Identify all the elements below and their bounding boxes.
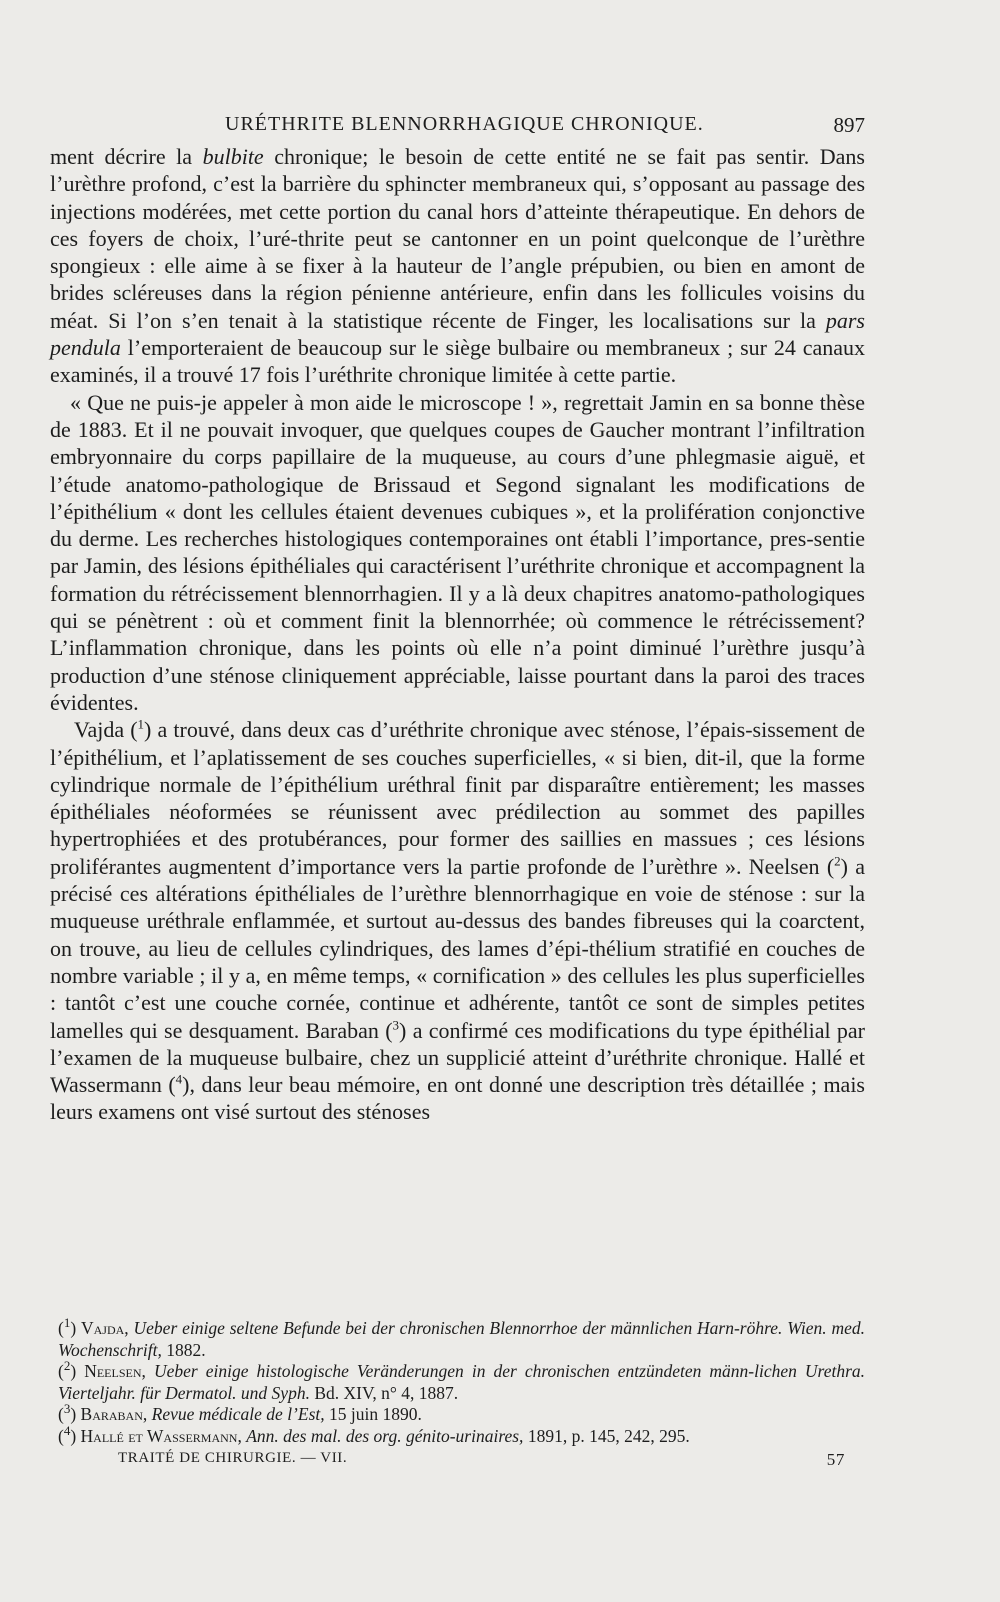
footnote-ref: 3	[392, 1017, 400, 1033]
paragraph-2: « Que ne puis-je appeler à mon aide le microscope ! », regrettait Jamin en sa bonne thèse de 1883. Et il ne pouvait invoquer, que quelques coupes de Gaucher montrant l’infiltration embryonnaire du corps papillaire de la muqueuse, au cours d’une phlegmasie aiguë, et l’étude anatomo-pathologique de Brissaud et Segond signalant les modifications de l’épithélium « dont les cellules étaient devenues cubiques », et la prolifération conjonctive du derme. Les recherches histologiques contemporaines ont établi l’importance, pres-sentie par Jamin, des lésions épithéliales qui caractérisent l’uréthrite chronique et accompagnent la formation du rétrécissement blennorrhagien. Il y a là deux chapitres anatomo-pathologiques qui se pénètrent : où et comment finit la blennorrhée; où commence le rétrécissement? L’inflammation chronique, dans les points où elle n’a point diminué l’urèthre jusqu’à production d’une sténose cliniquement appréciable, laisse pourtant dans la paroi des traces évidentes.	[50, 389, 865, 715]
signature-line	[118, 1450, 865, 1474]
paragraph-1	[50, 143, 865, 389]
footnote-mark: 2	[63, 1358, 71, 1374]
footnote-3: ($^3$) Baraban, Revue médicale de l’Est, 15 juin 1890.	[58, 1401, 422, 1424]
footnote-title: Revue médicale de l’Est,	[151, 1404, 325, 1424]
footnote-title: Ann. des mal. des org. génito-urinaires,	[246, 1425, 524, 1446]
signature-number: 57	[826, 1450, 845, 1469]
text-run: ), dans leur beau mémoire, en ont donné une description très détaillée ; mais leurs examens ont visé surtout des sténoses	[50, 1072, 865, 1125]
footnote-author: Vajda,	[81, 1318, 129, 1338]
text-run: ment décrire la	[50, 144, 203, 169]
footnote-4: ($^4$) Hallé et Wassermann, Ann. des mal. des org. génito-urinaires, 1891, p. 145, 242, 295.	[58, 1422, 690, 1446]
footnote-ref: 4	[175, 1071, 183, 1087]
footnote-ref: 2	[834, 853, 841, 869]
text-run: ) a précisé ces altérations épithéliales de l’urèthre blennorrhagique en voie de sténose : sur la muqueuse uréthrale enflammée, et surtout au-dessus des bandes fibreuses qui la coarctent, on trouve, au lieu de cellules cylindriques, des lames d’épi-thélium stratifié en couches de nombre variable ; il y a, en même temps, « cornification » des cellules les plus superficielles : tantôt c’est une couche cornée, continue et adhérente, tantôt ce sont de simples petites lamelles qui se desquament. Baraban (	[50, 853, 865, 1043]
italic-term: pars pendula	[50, 307, 865, 361]
running-title: URÉTHRITE BLENNORRHAGIQUE CHRONIQUE.	[225, 113, 704, 135]
footnote-detail: Bd. XIV, n° 4, 1887.	[309, 1382, 459, 1403]
running-head	[50, 113, 865, 143]
footnote-ref: 1	[137, 716, 145, 732]
footnote-detail: 15 juin 1890.	[324, 1404, 422, 1424]
italic-term: bulbite	[202, 144, 264, 169]
footnote-1: ($^1$) Vajda, Ueber einige seltene Befunde bei der chronischen Blennorrhoe der männlichen Harn-röhre. Wien. med. Wochenschrift, 1882.	[58, 1315, 865, 1360]
footnote-title: Ueber einige seltene Befunde bei der chronischen Blennorrhoe der männlichen Harn-röhre. Wien. med. Wochenschrift,	[58, 1318, 865, 1360]
text-run: ) a trouvé, dans deux cas d’uréthrite chronique avec sténose, l’épais-sissement de l’épithélium, et l’aplatissement de ses couches superficielles, « si bien, dit-il, que la forme cylindrique normale de l’épithélium uréthral finit par disparaître entièrement; les masses épithéliales néoformées se réunissent avec prédilection au sommet des papilles hypertrophiées et des protubérances, pour former des saillies en massues ; ces lésions proliférantes augmentent d’importance vers la partie profonde de l’urèthre ». Neelsen (	[50, 717, 865, 879]
footnote-author: Neelsen,	[84, 1361, 146, 1381]
paragraph-3	[50, 716, 865, 1125]
footnote-author: Hallé et Wassermann,	[80, 1425, 242, 1446]
text-run: chronique; le besoin de cette entité ne se fait pas sentir. Dans l’urèthre profond, c’est la barrière du sphincter membraneux qui, s’opposant au passage des injections modérées, met cette portion du canal hors d’atteinte thérapeutique. En dehors de ces foyers de choix, l’uré-thrite peut se cantonner en un point quelconque de l’urèthre spongieux : elle aime à se fixer à la hauteur de l’angle prépubien, ou bien en amont de brides scléreuses dans la région pénienne antérieure, enfin dans les follicules voisins du méat. Si l’on s’en tenait à la statistique récente de Finger, les localisations sur la	[50, 144, 865, 333]
footnote-detail: 1891, p. 145, 242, 295.	[523, 1425, 690, 1446]
footnote-mark: 4	[63, 1422, 71, 1438]
footnote-detail: 1882.	[161, 1339, 206, 1360]
footnote-author: Baraban,	[80, 1404, 148, 1424]
text-run: Vajda (	[74, 717, 138, 743]
text-run: l’emporteraient de beaucoup sur le siège bulbaire ou membraneux ; sur 24 canaux examinés, il a trouvé 17 fois l’uréthrite chronique limitée à cette partie.	[50, 335, 865, 388]
footnote-title: Ueber einige histologische Veränderungen in der chronischen entzündeten männ-lichen Urethra. Vierteljahr. für Dermatol. und Syph.	[58, 1361, 866, 1403]
footnotes	[58, 1315, 866, 1447]
footnote-mark: 1	[63, 1315, 71, 1331]
footnote-2: ($^2$) Neelsen, Ueber einige histologische Veränderungen in der chronischen entzündeten männ-lichen Urethra. Vierteljahr. für Dermatol. und Syph. Bd. XIV, n° 4, 1887.	[58, 1358, 866, 1403]
body-text	[50, 143, 865, 1126]
footnote-mark: 3	[63, 1401, 71, 1417]
text-run: ) a confirmé ces modifications du type épithélial par l’examen de la muqueuse bulbaire, chez un supplicié atteint d’uréthrite chronique. Hallé et Wassermann (	[50, 1017, 865, 1098]
book-title-signature: TRAITÉ DE CHIRURGIE. — VII.	[118, 1450, 348, 1466]
page-number: 897	[833, 113, 865, 137]
